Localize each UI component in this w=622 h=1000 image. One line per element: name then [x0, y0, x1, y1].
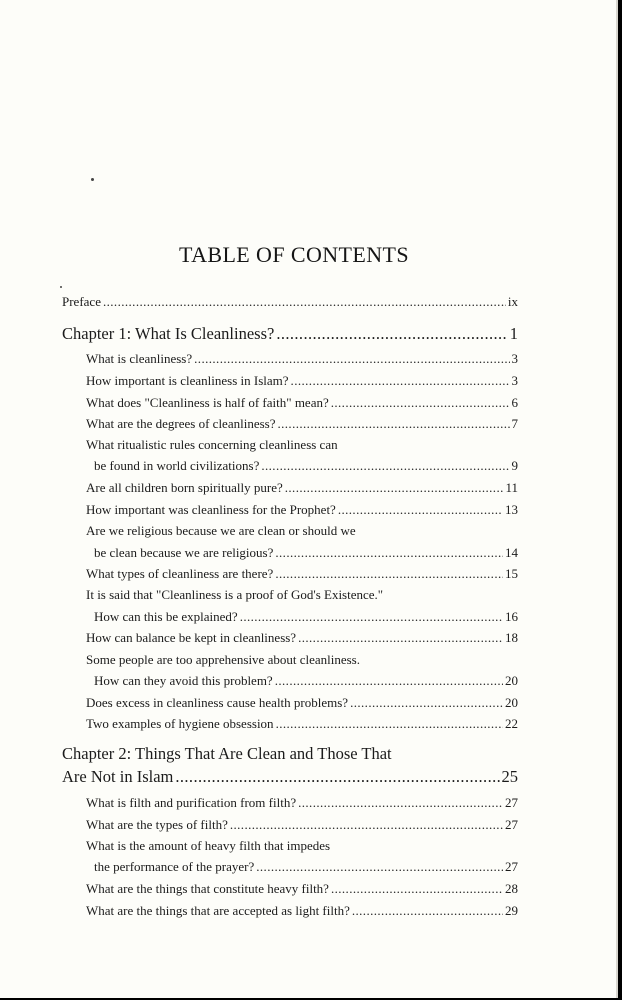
entry-page: 14	[505, 545, 518, 560]
toc-entry[interactable]	[86, 795, 518, 811]
dot-leader	[298, 795, 503, 811]
entry-label: What are the types of filth?	[86, 817, 228, 832]
dot-leader	[275, 545, 503, 561]
entry-page: 16	[505, 609, 518, 624]
toc-title: TABLE OF CONTENTS	[179, 242, 409, 267]
entry-page: 9	[511, 458, 518, 473]
dot-leader	[331, 395, 510, 411]
dot-leader	[194, 351, 509, 367]
toc-entry[interactable]	[94, 859, 518, 875]
dot-leader	[240, 609, 503, 625]
toc-entry[interactable]	[94, 609, 518, 625]
entry-page: 3	[511, 373, 518, 388]
entry-page: 18	[505, 630, 518, 645]
toc-entry[interactable]	[86, 416, 518, 432]
toc-entry-preface[interactable]	[62, 294, 518, 310]
dot-leader	[275, 673, 503, 689]
entry-page: ix	[507, 294, 518, 309]
entry-label: How can balance be kept in cleanliness?	[86, 630, 297, 645]
entry-page: 20	[505, 673, 518, 688]
entry-label: What are the things that are accepted as light filth?	[86, 903, 350, 918]
toc-entry[interactable]	[94, 458, 518, 474]
toc-entry-chapter-1[interactable]	[62, 324, 518, 344]
entry-page: 7	[511, 416, 518, 431]
toc-entry[interactable]	[94, 545, 518, 561]
entry-label: How important is cleanliness in Islam?	[86, 373, 289, 388]
entry-label: What are the degrees of cleanliness?	[86, 416, 276, 431]
toc-entry[interactable]	[86, 881, 518, 897]
entry-label-line-2: be clean because we are religious?	[94, 545, 274, 560]
toc-entry-chapter-2[interactable]	[62, 767, 518, 787]
entry-page: 11	[505, 480, 518, 495]
toc-entry[interactable]	[86, 630, 518, 646]
page-speck	[60, 286, 62, 288]
entry-page: 27	[505, 795, 518, 810]
entry-label-line-1: Some people are too apprehensive about cleanliness.	[86, 652, 360, 667]
dot-leader	[352, 903, 503, 919]
entry-label: What is filth and purification from filth?	[86, 795, 297, 810]
entry-label-line-1: Are we religious because we are clean or should we	[86, 523, 356, 538]
dot-leader	[276, 324, 507, 344]
dot-leader	[285, 480, 504, 496]
dot-leader	[298, 630, 503, 646]
dot-leader	[103, 294, 506, 310]
page-speck	[91, 178, 94, 181]
dot-leader	[291, 373, 510, 389]
toc-entry[interactable]	[86, 817, 518, 833]
toc-entry[interactable]	[86, 502, 518, 518]
entry-label: How important was cleanliness for the Prophet?	[86, 502, 336, 517]
dot-leader	[276, 716, 503, 732]
dot-leader	[350, 695, 503, 711]
dot-leader	[331, 881, 503, 897]
entry-label: What are the things that constitute heavy filth?	[86, 881, 329, 896]
chapter-title-line-2: Are Not in Islam	[62, 767, 174, 786]
entry-label: What does "Cleanliness is half of faith" mean?	[86, 395, 329, 410]
entry-page: 27	[505, 859, 518, 874]
chapter-title: Chapter 1: What Is Cleanliness?	[62, 324, 275, 343]
entry-page: 13	[505, 502, 518, 517]
toc-entry[interactable]	[86, 395, 518, 411]
toc-entry[interactable]	[86, 480, 518, 496]
entry-label: Does excess in cleanliness cause health problems?	[86, 695, 349, 710]
dot-leader	[175, 767, 499, 787]
entry-page: 29	[505, 903, 518, 918]
toc-entry[interactable]	[86, 566, 518, 582]
entry-label-line-2: How can this be explained?	[94, 609, 238, 624]
entry-label: What is cleanliness?	[86, 351, 193, 366]
entry-label: Preface	[62, 294, 101, 309]
entry-label-line-1: What ritualistic rules concerning cleanliness can	[86, 437, 338, 452]
entry-page: 1	[509, 324, 518, 343]
dot-leader	[277, 416, 509, 432]
entry-page: 27	[505, 817, 518, 832]
chapter-title-line-1: Chapter 2: Things That Are Clean and Those That	[62, 744, 392, 763]
dot-leader	[261, 458, 509, 474]
entry-label: Two examples of hygiene obsession	[86, 716, 274, 731]
entry-page: 25	[501, 767, 518, 786]
toc-entry[interactable]	[86, 351, 518, 367]
toc-entry[interactable]	[86, 373, 518, 389]
entry-label-line-1: What is the amount of heavy filth that impedes	[86, 838, 331, 853]
toc-entry[interactable]	[86, 695, 518, 711]
dot-leader	[275, 566, 503, 582]
entry-label: Are all children born spiritually pure?	[86, 480, 283, 495]
entry-label-line-2: the performance of the prayer?	[94, 859, 255, 874]
toc-entry[interactable]	[94, 673, 518, 689]
entry-label-line-1: It is said that "Cleanliness is a proof of God's Existence."	[86, 587, 384, 602]
toc-entry[interactable]	[86, 903, 518, 919]
entry-page: 6	[511, 395, 518, 410]
entry-label-line-2: be found in world civilizations?	[94, 458, 260, 473]
entry-page: 28	[505, 881, 518, 896]
entry-page: 15	[505, 566, 518, 581]
dot-leader	[256, 859, 503, 875]
dot-leader	[230, 817, 503, 833]
entry-label-line-2: How can they avoid this problem?	[94, 673, 273, 688]
entry-page: 20	[505, 695, 518, 710]
dot-leader	[338, 502, 503, 518]
entry-label: What types of cleanliness are there?	[86, 566, 274, 581]
entry-page: 22	[505, 716, 518, 731]
entry-page: 3	[511, 351, 518, 366]
toc-entry[interactable]	[86, 716, 518, 732]
